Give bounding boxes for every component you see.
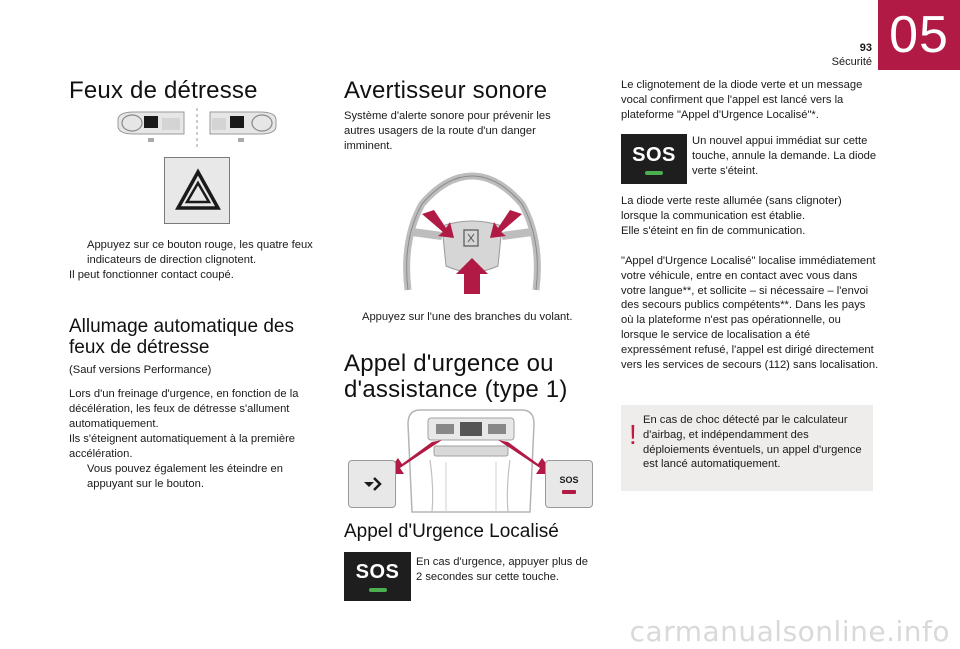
steering-column-illustration: [112, 108, 282, 150]
paragraph-appuyer-sos: En cas d'urgence, appuyer plus de 2 secondes sur cette touche.: [416, 556, 588, 583]
paragraph-clignotement-diode: Le clignotement de la diode verte et un message vocal confirment que l'appel est lancé vers la plateforme "Appel d'Urgence Localisé"*.: [621, 79, 863, 121]
sos-button-illustration-2: [621, 134, 687, 184]
watermark: carmanualsonline.info: [629, 615, 950, 648]
sos-button-small-illustration: [545, 460, 593, 508]
subtitle-line-1: Allumage automatique des: [69, 316, 294, 337]
section-name: Sécurité: [831, 56, 872, 68]
sos-led-2: [645, 171, 663, 175]
paragraph-extinction-auto: Ils s'éteignent automatiquement à la première accélération.: [69, 433, 296, 460]
bullet-hazard-press: Appuyez sur ce bouton rouge, les quatre feux indicateurs de direction clignotent.: [87, 239, 313, 266]
assistance-button-illustration: [348, 460, 396, 508]
alert-exclamation-icon: !: [629, 419, 637, 450]
sos-button-illustration: [344, 552, 411, 601]
page-number: 93: [859, 42, 872, 54]
paragraph-nouvel-appui: Un nouvel appui immédiat sur cette touche, annule la demande. La diode verte s'éteint.: [692, 135, 877, 177]
paragraph-appel-localise: "Appel d'Urgence Localisé" localise immédiatement votre véhicule, entre en contact avec vous dans votre langue**, et sollicite – si nécessaire – l'envoi des secours publics compétents**. Dans les pays où la plateforme n'est pas opérationnelle, ou lorsque le service de localisation a été expressément refusé, l'appel est dirigé directement vers les services de secours (112) sans localisation.: [621, 255, 879, 371]
steering-wheel-horn-illustration: [398, 170, 546, 300]
paragraph-contact-coupe: Il peut fonctionner contact coupé.: [69, 269, 234, 281]
alert-text: En cas de choc détecté par le calculateur d'airbag, et indépendamment des déploiements éventuels, un appel d'urgence est lancé automatiquement.: [643, 414, 862, 471]
hazard-button-illustration: [164, 157, 230, 224]
title-line-2: d'assistance (type 1): [344, 375, 568, 403]
note-versions: (Sauf versions Performance): [69, 364, 212, 376]
paragraph-diode-allumee: La diode verte reste allumée (sans clignoter) lorsque la communication est établie.: [621, 195, 842, 222]
title-feux-detresse: Feux de détresse: [69, 77, 258, 104]
sos-small-led: [562, 490, 576, 494]
bullet-eteindre-bouton: Vous pouvez également les éteindre en appuyant sur le bouton.: [87, 463, 283, 490]
subtitle-appel-urgence-localise: Appel d'Urgence Localisé: [344, 521, 559, 542]
title-appel-urgence: [344, 351, 568, 403]
subtitle-allumage-automatique: [69, 317, 294, 358]
bullet-branches-volant: Appuyez sur l'une des branches du volant.: [362, 311, 573, 323]
sos-label: SOS: [355, 561, 400, 583]
paragraph-avertisseur: Système d'alerte sonore pour prévenir les autres usagers de la route d'un danger imminent.: [344, 110, 551, 152]
sos-led: [369, 588, 387, 592]
chapter-tab: 05: [878, 0, 960, 70]
title-avertisseur-sonore: Avertisseur sonore: [344, 77, 548, 104]
hazard-triangle-icon: [165, 158, 231, 225]
paragraph-freinage-urgence: Lors d'un freinage d'urgence, en fonction de la décélération, les feux de détresse s'allument automatiquement.: [69, 388, 299, 430]
paragraph-fin-communication: Elle s'éteint en fin de communication.: [621, 225, 806, 237]
title-line-1: Appel d'urgence ou: [344, 350, 554, 377]
subtitle-line-2: feux de détresse: [69, 336, 210, 358]
assistance-icon: [358, 470, 386, 498]
sos-small-label: SOS: [559, 474, 579, 485]
alert-box: [621, 405, 873, 491]
sos-label-2: SOS: [632, 143, 676, 166]
